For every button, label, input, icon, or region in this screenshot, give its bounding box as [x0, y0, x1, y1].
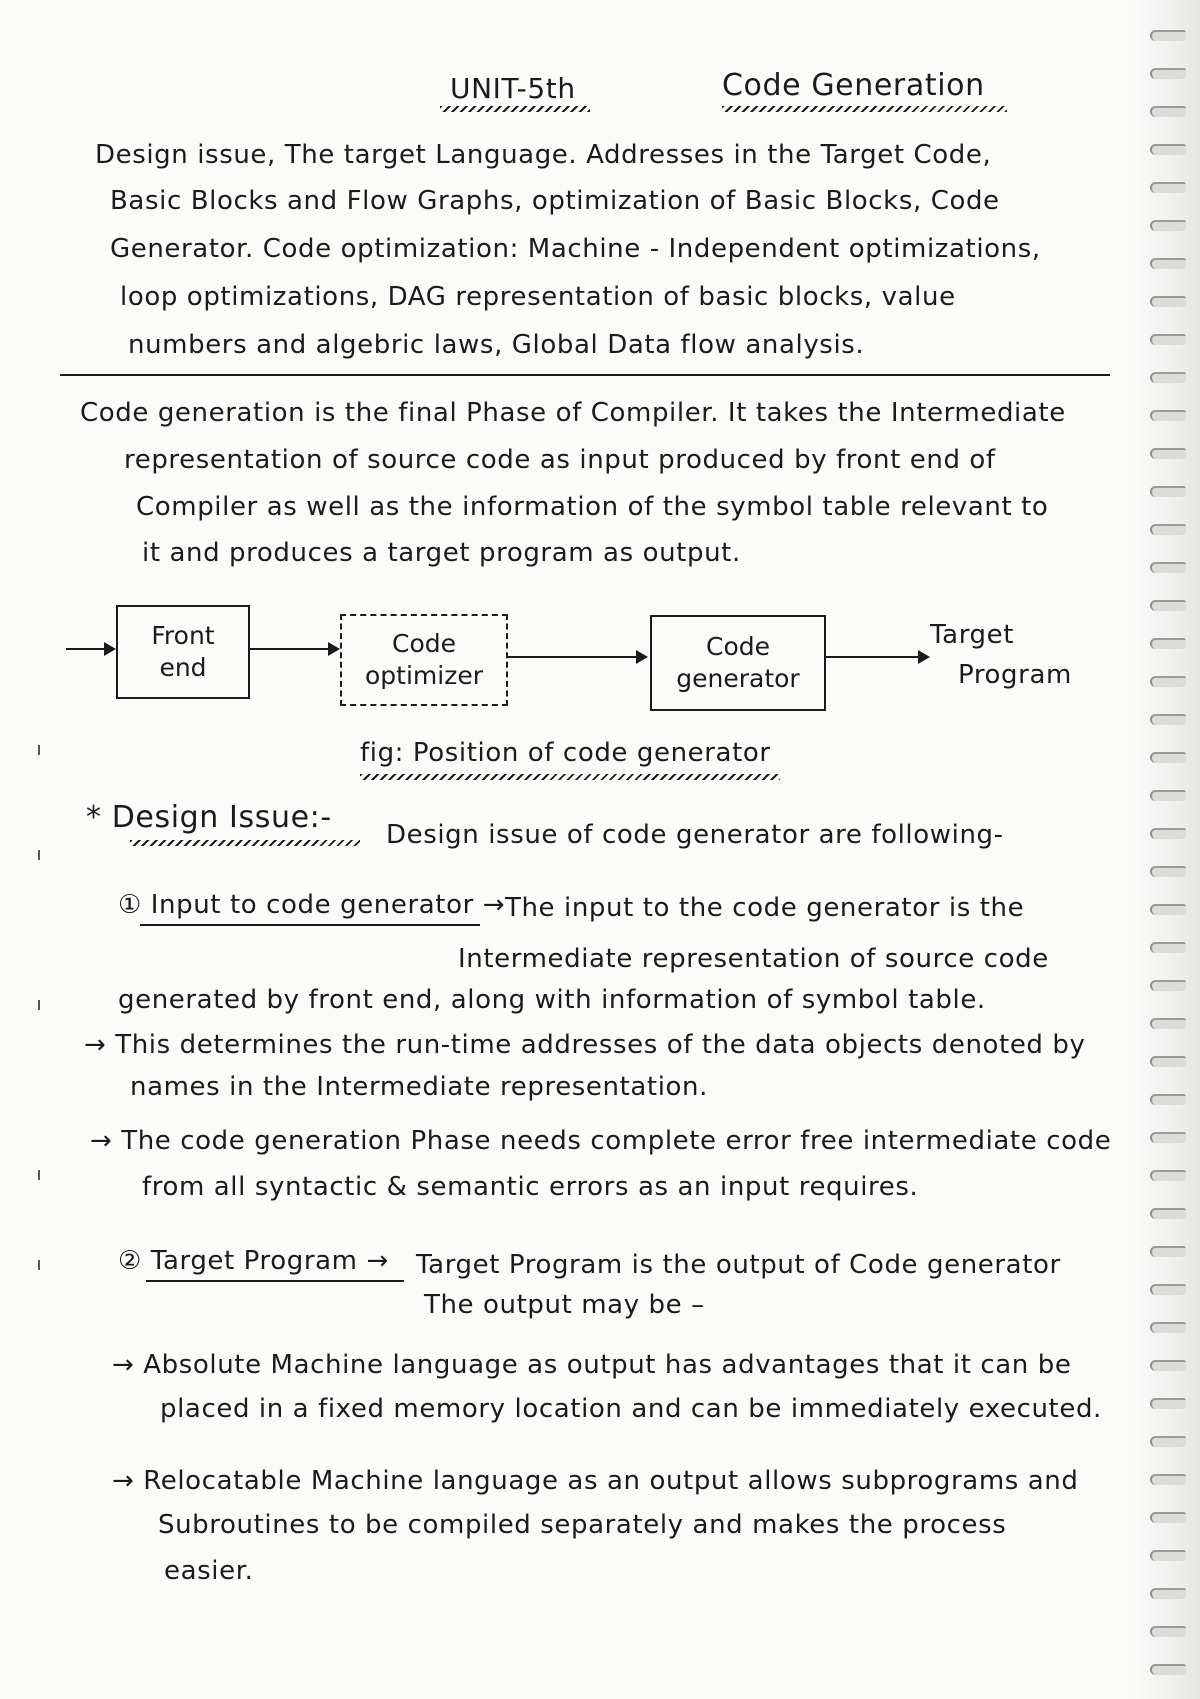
- item1-cont: Intermediate representation of source code: [458, 944, 1049, 974]
- spiral-coil: [1150, 524, 1186, 535]
- underline: [440, 106, 590, 112]
- bullet-text: names in the Intermediate representation.: [130, 1072, 709, 1102]
- spiral-coil: [1150, 562, 1186, 573]
- spiral-coil: [1150, 790, 1186, 801]
- intro-line: Compiler as well as the information of the symbol table relevant to: [136, 492, 1049, 522]
- bullet-text: → This determines the run-time addresses of the data objects denoted by: [84, 1030, 1086, 1060]
- spiral-coil: [1150, 1360, 1186, 1371]
- spiral-coil: [1150, 68, 1186, 79]
- spiral-coil: [1150, 144, 1186, 155]
- spiral-coil: [1150, 1474, 1186, 1485]
- spiral-coil: [1150, 752, 1186, 763]
- box-label: Front: [151, 621, 215, 650]
- topic-heading: Code Generation: [722, 68, 985, 103]
- code-generator-box: [650, 615, 826, 711]
- intro-line: Code generation is the final Phase of Compiler. It takes the Intermediate: [80, 398, 1066, 428]
- spiral-coil: [1150, 372, 1186, 383]
- spiral-coil: [1150, 30, 1186, 41]
- underline: [360, 774, 780, 780]
- bullet-text: → Absolute Machine language as output has advantages that it can be: [112, 1350, 1072, 1380]
- bullet-text: easier.: [164, 1556, 254, 1586]
- margin-mark: [38, 1170, 40, 1180]
- spiral-coil: [1150, 714, 1186, 725]
- underline: [130, 840, 360, 846]
- spiral-coil: [1150, 942, 1186, 953]
- spiral-coil: [1150, 182, 1186, 193]
- spiral-coil: [1150, 1056, 1186, 1067]
- intro-line: it and produces a target program as output.: [142, 538, 741, 568]
- bullet-text: from all syntactic & semantic errors as an input requires.: [142, 1172, 919, 1202]
- item1-text: The input to the code generator is the: [505, 893, 1025, 923]
- code-optimizer-box: [340, 614, 508, 706]
- spiral-coil: [1150, 676, 1186, 687]
- spiral-coil: [1150, 410, 1186, 421]
- flow-arrow: [506, 656, 646, 658]
- box-label: Code: [705, 632, 770, 661]
- box-label: Code: [391, 629, 456, 658]
- syllabus-line: Generator. Code optimization: Machine - Independent optimizations,: [110, 234, 1041, 264]
- spiral-coil: [1150, 1436, 1186, 1447]
- spiral-coil: [1150, 106, 1186, 117]
- spiral-coil: [1150, 1094, 1186, 1105]
- bullet-text: → The code generation Phase needs complete error free intermediate code: [90, 1126, 1112, 1156]
- program-label: Program: [958, 660, 1072, 690]
- underline: [722, 106, 1007, 112]
- bullet-text: placed in a fixed memory location and can be immediately executed.: [160, 1394, 1102, 1424]
- margin-mark: [38, 745, 40, 755]
- spiral-coil: [1150, 486, 1186, 497]
- spiral-coil: [1150, 1284, 1186, 1295]
- syllabus-line: loop optimizations, DAG representation of basic blocks, value: [120, 282, 956, 312]
- spiral-coil: [1150, 1550, 1186, 1561]
- underline: [140, 924, 480, 926]
- box-label: optimizer: [365, 661, 483, 690]
- design-issue-heading: * Design Issue:-: [86, 800, 332, 835]
- spiral-coil: [1150, 1246, 1186, 1257]
- spiral-coil: [1150, 980, 1186, 991]
- input-arrow: [66, 648, 114, 650]
- design-issue-lead: Design issue of code generator are following-: [386, 820, 1004, 850]
- box-label: generator: [676, 664, 800, 693]
- spiral-coil: [1150, 334, 1186, 345]
- bullet-text: → Relocatable Machine language as an output allows subprograms and: [112, 1466, 1079, 1496]
- syllabus-line: Basic Blocks and Flow Graphs, optimization of Basic Blocks, Code: [110, 186, 1000, 216]
- spiral-coil: [1150, 220, 1186, 231]
- spiral-coil: [1150, 258, 1186, 269]
- spiral-coil: [1150, 904, 1186, 915]
- spiral-coil: [1150, 1132, 1186, 1143]
- syllabus-line: Design issue, The target Language. Addresses in the Target Code,: [95, 140, 992, 170]
- target-label: Target: [930, 620, 1015, 650]
- figure-caption: fig: Position of code generator: [360, 738, 771, 768]
- spiral-coil: [1150, 1322, 1186, 1333]
- syllabus-line: numbers and algebric laws, Global Data flow analysis.: [128, 330, 865, 360]
- divider-line: [60, 374, 1110, 376]
- front-end-box: [116, 605, 250, 699]
- underline: [146, 1280, 404, 1282]
- spiral-coil: [1150, 638, 1186, 649]
- spiral-coil: [1150, 296, 1186, 307]
- spiral-coil: [1150, 866, 1186, 877]
- spiral-coil: [1150, 1018, 1186, 1029]
- margin-mark: [38, 1260, 40, 1270]
- spiral-binding: [1132, 0, 1200, 1699]
- flow-arrow: [248, 648, 338, 650]
- item2-title: ② Target Program →: [118, 1246, 389, 1276]
- output-arrow: [824, 656, 928, 658]
- bullet-text: Subroutines to be compiled separately and makes the process: [158, 1510, 1007, 1540]
- intro-line: representation of source code as input produced by front end of: [124, 445, 996, 475]
- item2-cont: The output may be –: [424, 1290, 705, 1320]
- margin-mark: [38, 850, 40, 860]
- spiral-coil: [1150, 1170, 1186, 1181]
- margin-mark: [38, 1000, 40, 1010]
- spiral-coil: [1150, 1208, 1186, 1219]
- spiral-coil: [1150, 1664, 1186, 1675]
- item1-cont: generated by front end, along with information of symbol table.: [118, 985, 986, 1015]
- spiral-coil: [1150, 448, 1186, 459]
- spiral-coil: [1150, 1626, 1186, 1637]
- spiral-coil: [1150, 1512, 1186, 1523]
- item1-title: ① Input to code generator →: [118, 890, 506, 920]
- spiral-coil: [1150, 1588, 1186, 1599]
- spiral-coil: [1150, 600, 1186, 611]
- spiral-coil: [1150, 1398, 1186, 1409]
- box-label: end: [159, 653, 207, 682]
- item2-text: Target Program is the output of Code generator: [416, 1250, 1061, 1280]
- spiral-coil: [1150, 828, 1186, 839]
- unit-heading: UNIT-5th: [450, 72, 576, 105]
